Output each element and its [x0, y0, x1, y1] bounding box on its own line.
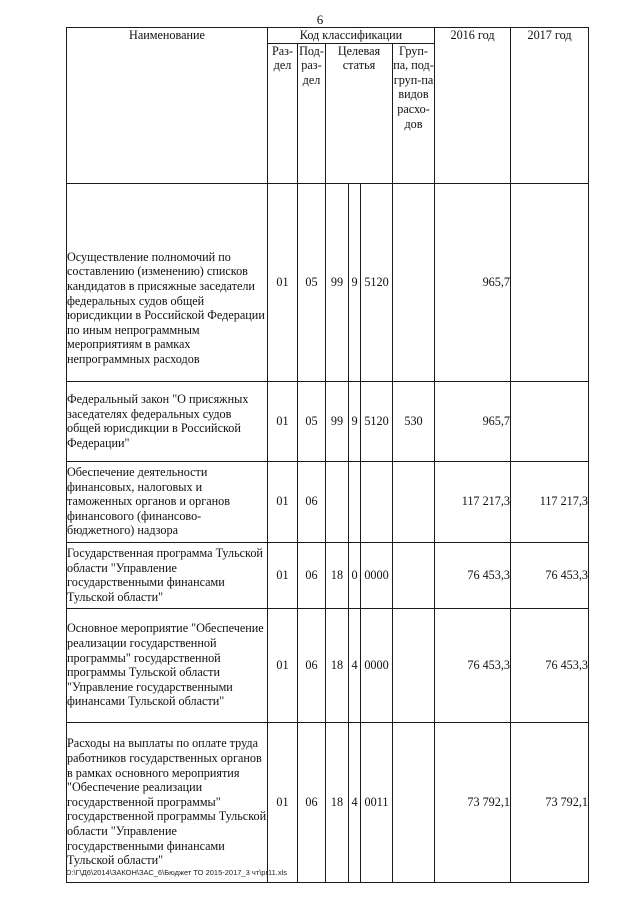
- row-target-subprogram: 0: [349, 542, 361, 608]
- row-target-program: 99: [326, 183, 349, 381]
- row-target-direction: 5120: [361, 183, 393, 381]
- page-number: 6: [316, 12, 324, 27]
- row-target-program: 99: [326, 381, 349, 461]
- header-subsection: Под-раз-дел: [298, 43, 326, 183]
- row-target-direction: 0000: [361, 542, 393, 608]
- row-target-direction: [361, 461, 393, 542]
- header-target-article: Целевая статья: [326, 43, 393, 183]
- row-expense-group: [393, 183, 435, 381]
- row-expense-group: [393, 608, 435, 722]
- row-value-2017: 76 453,3: [511, 542, 589, 608]
- row-section: 01: [268, 461, 298, 542]
- row-target-program: 18: [326, 542, 349, 608]
- row-section: 01: [268, 608, 298, 722]
- row-target-direction: 0011: [361, 722, 393, 882]
- row-target-direction: 5120: [361, 381, 393, 461]
- row-value-2017: 73 792,1: [511, 722, 589, 882]
- row-value-2016: 965,7: [435, 381, 511, 461]
- header-2017: 2017 год: [511, 28, 589, 184]
- row-subsection: 05: [298, 183, 326, 381]
- table-row: [67, 608, 589, 722]
- header-section: Раз-дел: [268, 43, 298, 183]
- row-target-program: 18: [326, 608, 349, 722]
- header-classification: Код классификации: [268, 28, 435, 44]
- row-target-program: 18: [326, 722, 349, 882]
- row-name: Расходы на выплаты по оплате труда работников государственных органов в рамках основного мероприятия "Обеспечение реализации государственной программы" государственной программы Тульской области "Управление государственными финансами Тульской области": [67, 722, 268, 882]
- row-value-2016: 76 453,3: [435, 542, 511, 608]
- row-name: Государственная программа Тульской области "Управление государственными финансами Тульской области": [67, 542, 268, 608]
- row-target-subprogram: 9: [349, 183, 361, 381]
- row-expense-group: [393, 542, 435, 608]
- budget-table: [66, 27, 589, 883]
- row-subsection: 05: [298, 381, 326, 461]
- row-value-2017: 117 217,3: [511, 461, 589, 542]
- row-target-direction: 0000: [361, 608, 393, 722]
- row-target-subprogram: [349, 461, 361, 542]
- row-expense-group: [393, 461, 435, 542]
- row-section: 01: [268, 183, 298, 381]
- row-subsection: 06: [298, 461, 326, 542]
- row-value-2017: [511, 183, 589, 381]
- row-target-program: [326, 461, 349, 542]
- row-name: Обеспечение деятельности финансовых, налоговых и таможенных органов и органов финансового (финансово-бюджетного) надзора: [67, 461, 268, 542]
- row-subsection: 06: [298, 608, 326, 722]
- row-expense-group: 530: [393, 381, 435, 461]
- file-path-footer: D:\Г\Д6\2014\ЗАКОН\ЗАС_6\Бюджет ТО 2015-2017_3 чт\pr11.xls: [66, 868, 287, 877]
- row-target-subprogram: 4: [349, 608, 361, 722]
- row-name: Федеральный закон "О присяжных заседателях федеральных судов общей юрисдикции в Российской Федерации": [67, 381, 268, 461]
- table-row: [67, 183, 589, 381]
- row-section: 01: [268, 542, 298, 608]
- table-row: [67, 381, 589, 461]
- header-expense-group: Груп-па, под-груп-па видов расхо-дов: [393, 43, 435, 183]
- row-value-2017: [511, 381, 589, 461]
- row-value-2016: 76 453,3: [435, 608, 511, 722]
- header-name: Наименование: [67, 28, 268, 184]
- row-target-subprogram: 4: [349, 722, 361, 882]
- row-target-subprogram: 9: [349, 381, 361, 461]
- row-section: 01: [268, 722, 298, 882]
- header-2016: 2016 год: [435, 28, 511, 184]
- row-value-2017: 76 453,3: [511, 608, 589, 722]
- row-name: Осуществление полномочий по составлению (изменению) списков кандидатов в присяжные заседатели федеральных судов общей юрисдикции в Российской Федерации по иным непрограммным мероприятиям в рамках непрограммных расходов: [67, 183, 268, 381]
- row-subsection: 06: [298, 722, 326, 882]
- table-row: [67, 461, 589, 542]
- row-section: 01: [268, 381, 298, 461]
- table-row: [67, 722, 589, 882]
- row-name: Основное мероприятие "Обеспечение реализации государственной программы" государственной программы Тульской области "Управление государственными финансами Тульской области": [67, 608, 268, 722]
- table-row: [67, 542, 589, 608]
- row-subsection: 06: [298, 542, 326, 608]
- row-value-2016: 117 217,3: [435, 461, 511, 542]
- row-expense-group: [393, 722, 435, 882]
- row-value-2016: 965,7: [435, 183, 511, 381]
- row-value-2016: 73 792,1: [435, 722, 511, 882]
